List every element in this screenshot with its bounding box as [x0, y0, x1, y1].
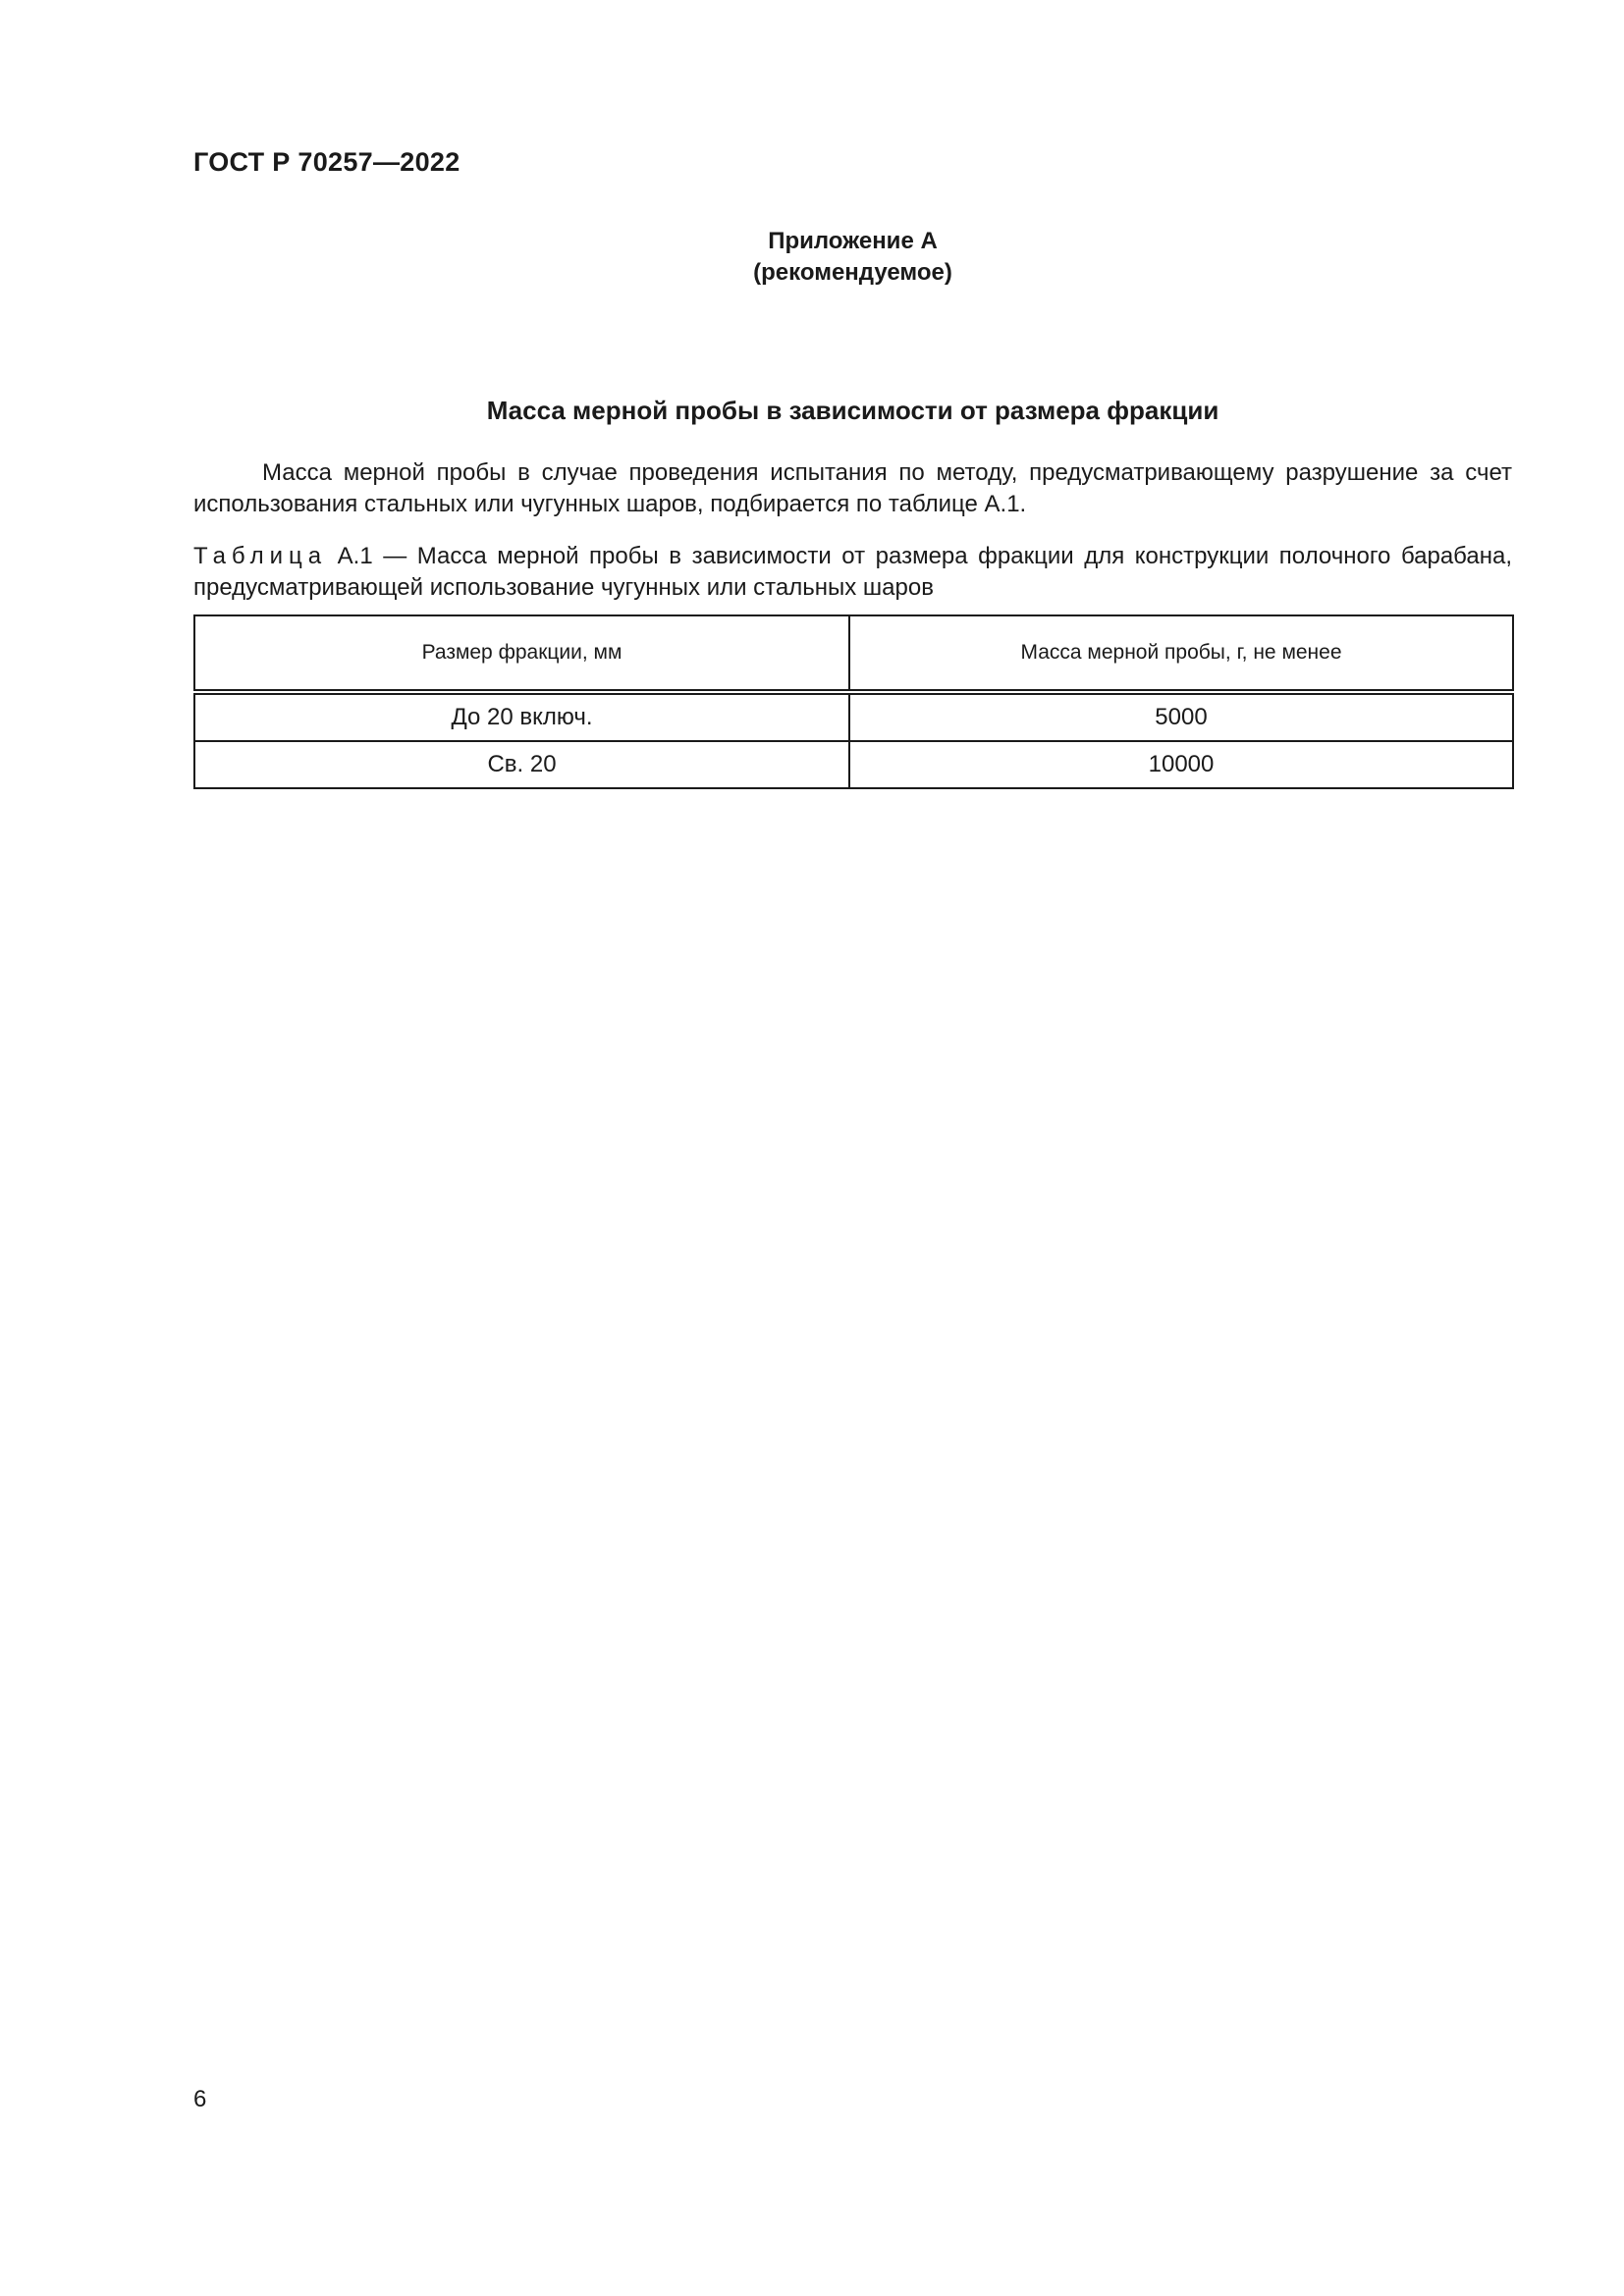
section-title: Масса мерной пробы в зависимости от размера фракции: [486, 396, 1219, 425]
header-fraction-size: Размер фракции, мм: [194, 615, 849, 692]
appendix-heading: [193, 226, 1512, 289]
cell-fraction-size: До 20 включ.: [194, 692, 849, 741]
body-paragraph: Масса мерной пробы в случае проведения испытания по методу, предусматривающему разрушение за счет использования стальных или чугунных шаров, подбирается по таблице А.1.: [193, 459, 1512, 517]
page-number: 6: [193, 2086, 207, 2112]
table-caption: [193, 541, 1512, 604]
table-caption-label: Таблица: [193, 543, 328, 569]
header-sample-mass: Масса мерной пробы, г, не менее: [849, 615, 1513, 692]
table-header-row: [194, 615, 1513, 692]
cell-fraction-size: Св. 20: [194, 741, 849, 788]
appendix-title: Приложение А: [768, 228, 938, 254]
table-caption-text: А.1 — Масса мерной пробы в зависимости от размера фракции для конструкции полочного барабана, предусматривающей использование чугунных или стальных шаров: [193, 543, 1512, 601]
document-code: ГОСТ Р 70257—2022: [193, 147, 460, 177]
data-table: [193, 614, 1514, 789]
table-row: [194, 741, 1513, 788]
cell-sample-mass: 10000: [849, 741, 1513, 788]
appendix-status: (рекомендуемое): [753, 259, 952, 286]
cell-sample-mass: 5000: [849, 692, 1513, 741]
table-container: [193, 614, 1512, 789]
table-row: [194, 692, 1513, 741]
